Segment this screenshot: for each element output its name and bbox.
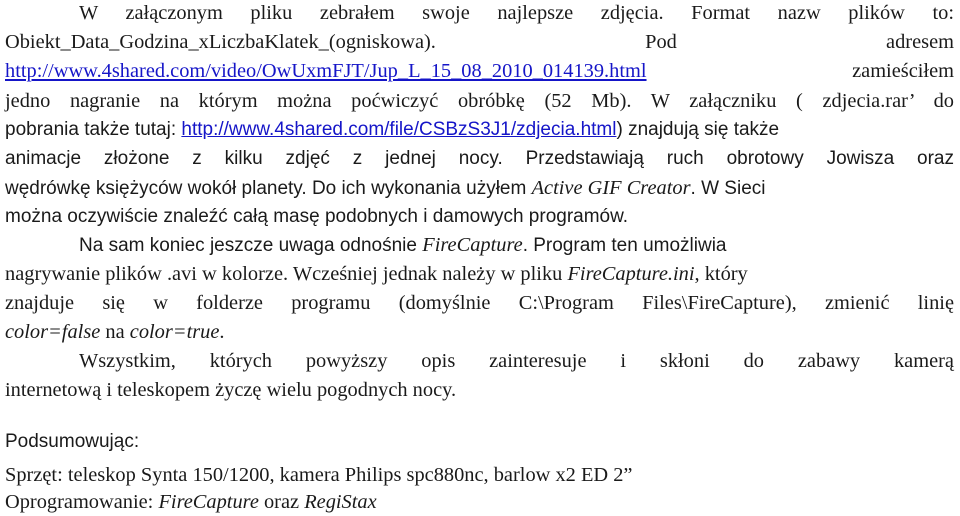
summary-heading — [5, 429, 139, 455]
p2-text-4b: . — [219, 321, 225, 343]
p2-line-2 — [5, 261, 748, 287]
p1-line-6 — [5, 146, 954, 172]
p2-text-2a: nagrywanie plików .avi w kolorze. Wcześniej jednak należy w pliku — [5, 263, 568, 285]
summary-hardware — [5, 462, 632, 488]
p1-text-2: Obiekt_Data_Godzina_xLiczbaKlatek_(ogniskowa). Pod adresem — [5, 31, 954, 53]
software-registax: RegiStax — [304, 491, 377, 513]
summary-hardware-text: Sprzęt: teleskop Synta 150/1200, kamera Philips spc880nc, barlow x2 ED 2” — [5, 464, 633, 486]
p1-text-4: jedno nagranie na którym można poćwiczyć obróbkę (52 Mb). W załączniku ( zdjecia.rar’ do — [5, 90, 954, 112]
p2-line-3 — [5, 290, 954, 316]
p1-line-2 — [5, 29, 954, 55]
p2-text-3: znajduje się w folderze programu (domyślnie C:\Program Files\FireCapture), zmienić linię — [5, 292, 954, 314]
p3-line-2 — [5, 377, 456, 403]
p1-text-3: zamieściłem — [852, 60, 954, 82]
p1-line-7 — [5, 175, 765, 202]
p3-text-2: internetową i teleskopem życzę wielu pogodnych nocy. — [5, 379, 457, 401]
p1-text-7b: . W Sieci — [690, 178, 766, 199]
active-gif-creator-name: Active GIF Creator — [531, 177, 691, 199]
p1-text-5a: pobrania także tutaj: — [5, 119, 182, 140]
p2-text-1b: . Program ten umożliwia — [522, 235, 727, 256]
p1-line-1 — [5, 0, 954, 26]
zdjecia-link[interactable]: http://www.4shared.com/file/CSBzS3J1/zdjecia.html — [181, 119, 617, 140]
p1-text-5b: ) znajdują się także — [616, 119, 780, 140]
summary-software — [5, 489, 377, 515]
p2-text-4a: na — [100, 321, 130, 343]
p1-text-1: W załączonym pliku zebrałem swoje najlepsze zdjęcia. Format nazw plików to: — [79, 2, 954, 24]
p1-line-8 — [5, 204, 628, 230]
p1-line-5 — [5, 117, 954, 143]
software-firecapture: FireCapture — [158, 491, 259, 513]
p1-line-3 — [5, 58, 954, 84]
p2-text-2b: , który — [694, 263, 748, 285]
summary-heading-text: Podsumowując: — [5, 431, 140, 452]
summary-software-label: Oprogramowanie: — [5, 491, 159, 513]
video-link[interactable]: http://www.4shared.com/video/OwUxmFJT/Jup_L_15_08_2010_014139.html — [5, 60, 647, 82]
firecapture-name: FireCapture — [422, 234, 523, 256]
p2-text-1a: Na sam koniec jeszcze uwaga odnośnie — [79, 235, 423, 256]
p3-text-1: Wszystkim, których powyższy opis zainteresuje i skłoni do zabawy kamerą — [79, 350, 954, 372]
p1-text-6: animacje złożone z kilku zdjęć z jednej nocy. Przedstawiają ruch obrotowy Jowisza oraz — [5, 148, 954, 169]
p2-line-4 — [5, 319, 225, 345]
p1-line-4 — [5, 88, 954, 114]
p1-text-8: można oczywiście znaleźć całą masę podobnych i damowych programów. — [5, 206, 629, 227]
firecapture-ini-name: FireCapture.ini — [567, 263, 695, 285]
p1-text-7a: wędrówkę księżyców wokół planety. Do ich wykonania użyłem — [5, 178, 532, 199]
color-true-setting: color=true — [129, 321, 220, 343]
p2-line-1 — [79, 232, 954, 259]
summary-software-and: oraz — [258, 491, 305, 513]
p3-line-1 — [79, 348, 954, 374]
color-false-setting: color=false — [5, 321, 101, 343]
